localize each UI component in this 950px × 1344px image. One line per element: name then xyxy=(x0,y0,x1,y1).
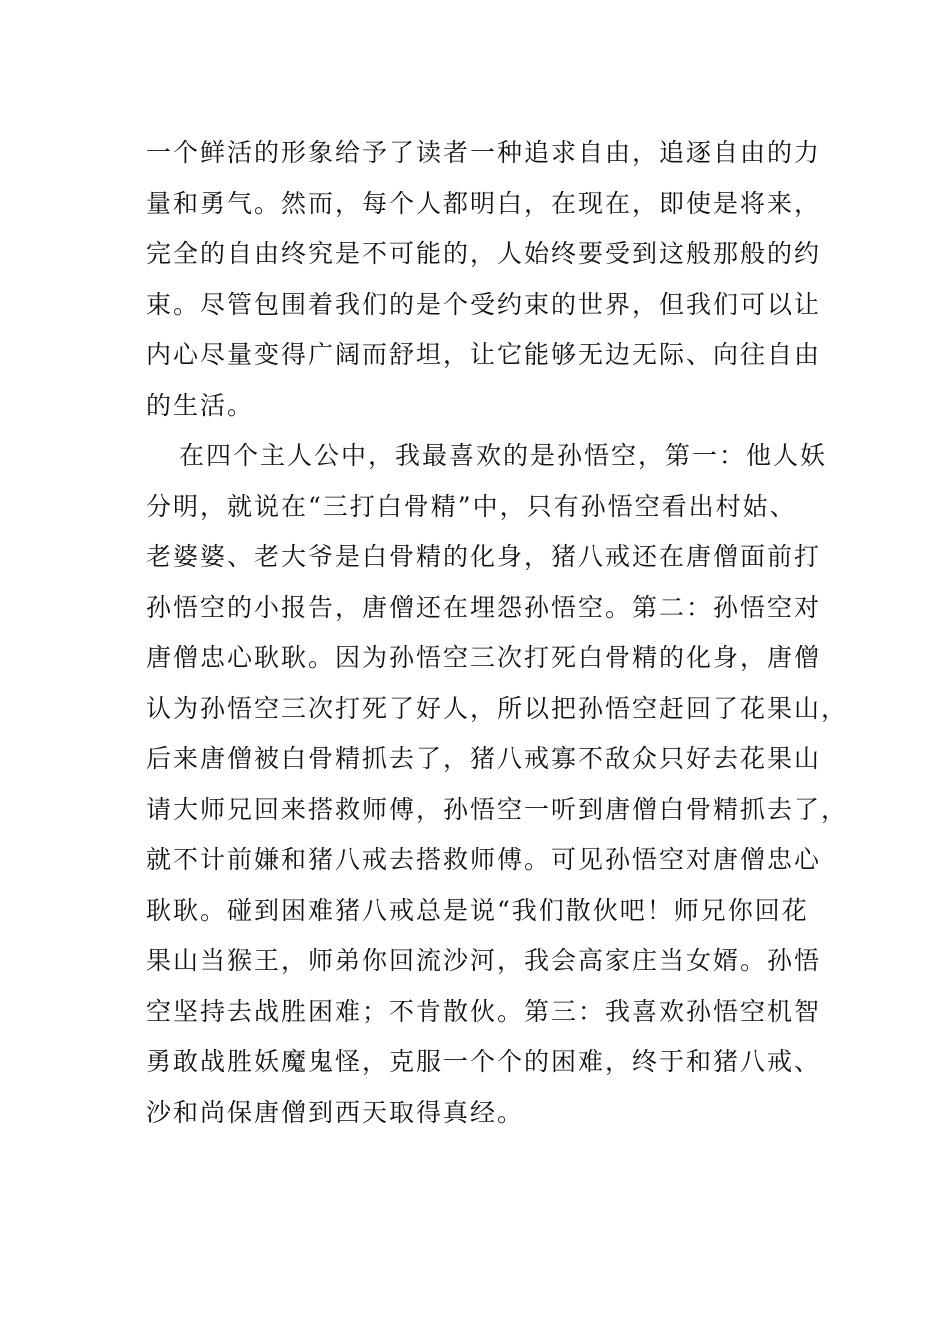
text-line: 孙悟空的小报告，唐僧还在埋怨孙悟空。第二：孙悟空对 xyxy=(146,592,822,622)
text-line: 唐僧忠心耿耿。因为孙悟空三次打死白骨精的化身，唐僧 xyxy=(146,643,822,672)
text-line: 量和勇气。然而，每个人都明白，在现在，即使是将来， xyxy=(146,188,822,218)
text-line: 内心尽量变得广阔而舒坦，让它能够无边无际、向往自由 xyxy=(146,340,822,369)
text-line: 老婆婆、老大爷是白骨精的化身，猪八戒还在唐僧面前打 xyxy=(146,542,822,571)
paragraph-1 xyxy=(146,128,822,431)
text-line: 果山当猴王，师弟你回流沙河，我会高家庄当女婿。孙悟 xyxy=(146,946,822,975)
text-line: 束。尽管包围着我们的是个受约束的世界，但我们可以让 xyxy=(146,289,822,319)
text-line: 完全的自由终究是不可能的，人始终要受到这般那般的约 xyxy=(146,239,822,268)
text-line: 沙和尚保唐僧到西天取得真经。 xyxy=(146,1097,525,1127)
text-line: 请大师兄回来搭救师傅，孙悟空一听到唐僧白骨精抓去了， xyxy=(146,794,849,824)
text-line: 后来唐僧被白骨精抓去了，猪八戒寡不敌众只好去花果山 xyxy=(146,744,822,773)
text-line: 空坚持去战胜困难；不肯散伙。第三：我喜欢孙悟空机智 xyxy=(146,996,822,1026)
text-line: 就不计前嫌和猪八戒去搭救师傅。可见孙悟空对唐僧忠心 xyxy=(146,845,822,874)
text-line: 分明，就说在“三打白骨精”中，只有孙悟空看出村姑、 xyxy=(146,491,797,521)
text-line: 的生活。 xyxy=(146,390,255,420)
text-line: 耿耿。碰到困难猪八戒总是说“我们散伙吧！师兄你回花 xyxy=(146,895,809,925)
document-body xyxy=(146,128,849,1138)
paragraph-2 xyxy=(146,431,849,1138)
text-line: 认为孙悟空三次打死了好人，所以把孙悟空赶回了花果山， xyxy=(146,693,849,723)
text-line: 一个鲜活的形象给予了读者一种追求自由，追逐自由的力 xyxy=(146,138,822,167)
text-line: 勇敢战胜妖魔鬼怪，克服一个个的困难，终于和猪八戒、 xyxy=(146,1047,822,1076)
text-line: 在四个主人公中，我最喜欢的是孙悟空，第一：他人妖 xyxy=(179,441,828,470)
